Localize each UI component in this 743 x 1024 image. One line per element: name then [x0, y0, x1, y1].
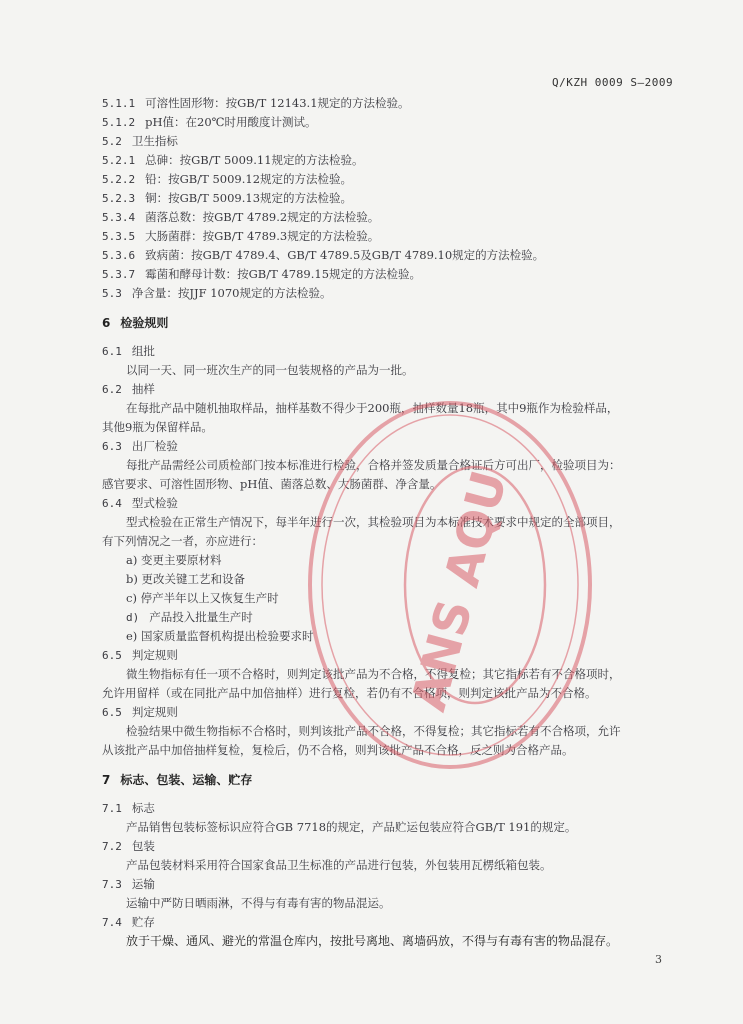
clause-6-2-body-1: 在每批产品中随机抽取样品，抽样基数不得少于200瓶，抽样数量18瓶，其中9瓶作为检验样品，	[126, 401, 619, 415]
clause-6-2-body-2: 其他9瓶为保留样品。	[102, 420, 213, 434]
clause-5-3: 5.3 净含量：按JJF 1070规定的方法检验。	[102, 286, 332, 300]
clause-7-2: 7.2 包装	[102, 839, 155, 853]
section-7-heading: 7 标志、包装、运输、贮存	[102, 773, 253, 787]
clause-6-1-body: 以同一天、同一班次生产的同一包装规格的产品为一批。	[126, 363, 414, 377]
list-item-c: c) 停产半年以上又恢复生产时	[126, 591, 279, 605]
list-item-e: e) 国家质量监督机构提出检验要求时	[126, 629, 314, 643]
clause-5-2: 5.2 卫生指标	[102, 134, 178, 148]
clause-6-4: 6.4 型式检验	[102, 496, 178, 510]
section-6-heading: 6 检验规则	[102, 316, 169, 330]
clause-6-5-a-body-1: 微生物指标有任一项不合格时，则判定该批产品为不合格，不得复检；其它指标若有不合格项时，	[126, 667, 621, 681]
clause-6-3-body-1: 每批产品需经公司质检部门按本标准进行检验，合格并签发质量合格证后方可出厂，检验项目为：	[126, 458, 621, 472]
clause-5-3-4: 5.3.4 菌落总数：按GB/T 4789.2规定的方法检验。	[102, 210, 380, 224]
clause-6-3-body-2: 感官要求、可溶性固形物、pH值、菌落总数、大肠菌群、净含量。	[102, 477, 442, 491]
clause-6-5-b: 6.5 判定规则	[102, 705, 178, 719]
list-item-b: b) 更改关键工艺和设备	[126, 572, 246, 586]
clause-5-2-1: 5.2.1 总砷：按GB/T 5009.11规定的方法检验。	[102, 153, 364, 167]
seal-text: ANS AQU	[400, 465, 519, 717]
clause-6-4-body-1: 型式检验在正常生产情况下，每半年进行一次，其检验项目为本标准技术要求中规定的全部项目，	[126, 515, 621, 529]
clause-5-3-5: 5.3.5 大肠菌群：按GB/T 4789.3规定的方法检验。	[102, 229, 380, 243]
clause-5-3-7: 5.3.7 霉菌和酵母计数：按GB/T 4789.15规定的方法检验。	[102, 267, 422, 281]
clause-5-1-1: 5.1.1 可溶性固形物：按GB/T 12143.1规定的方法检验。	[102, 96, 410, 110]
clause-5-1-2: 5.1.2 pH值：在20℃时用酸度计测试。	[102, 115, 317, 129]
clause-7-2-body: 产品包装材料采用符合国家食品卫生标准的产品进行包装，外包装用瓦楞纸箱包装。	[126, 858, 552, 872]
official-seal-stamp	[300, 395, 600, 775]
clause-6-5-b-body-1: 检验结果中微生物指标不合格时，则判该批产品不合格，不得复检；其它指标若有不合格项，允许	[126, 724, 621, 738]
clause-7-3: 7.3 运输	[102, 877, 155, 891]
clause-5-2-2: 5.2.2 铅：按GB/T 5009.12规定的方法检验。	[102, 172, 353, 186]
clause-5-3-6: 5.3.6 致病菌：按GB/T 4789.4、GB/T 4789.5及GB/T 4789.10规定的方法检验。	[102, 248, 545, 262]
clause-7-1-body: 产品销售包装标签标识应符合GB 7718的规定，产品贮运包装应符合GB/T 191的规定。	[126, 820, 577, 834]
clause-7-4-body: 放于干燥、通风、避光的常温仓库内，按批号离地、离墙码放，不得与有毒有害的物品混存。	[126, 934, 619, 948]
clause-7-1: 7.1 标志	[102, 801, 155, 815]
clause-6-5-b-body-2: 从该批产品中加倍抽样复检，复检后，仍不合格，则判该批产品不合格，反之则为合格产品。	[102, 743, 574, 757]
list-item-d: d) 产品投入批量生产时	[126, 610, 253, 624]
clause-6-3: 6.3 出厂检验	[102, 439, 178, 453]
standard-code: Q/KZH 0009 S—2009	[552, 76, 674, 89]
clause-6-4-body-2: 有下列情况之一者，亦应进行：	[102, 534, 263, 548]
clause-6-5-a: 6.5 判定规则	[102, 648, 178, 662]
clause-6-1: 6.1 组批	[102, 344, 155, 358]
clause-5-2-3: 5.2.3 铜：按GB/T 5009.13规定的方法检验。	[102, 191, 353, 205]
clause-6-2: 6.2 抽样	[102, 382, 155, 396]
clause-6-5-a-body-2: 允许用留样（或在同批产品中加倍抽样）进行复检，若仍有不合格项，则判定该批产品为不合格。	[102, 686, 597, 700]
clause-7-3-body: 运输中严防日晒雨淋，不得与有毒有害的物品混运。	[126, 896, 391, 910]
clause-7-4: 7.4 贮存	[102, 915, 155, 929]
page-number: 3	[655, 953, 662, 966]
list-item-a: a) 变更主要原材料	[126, 553, 222, 567]
